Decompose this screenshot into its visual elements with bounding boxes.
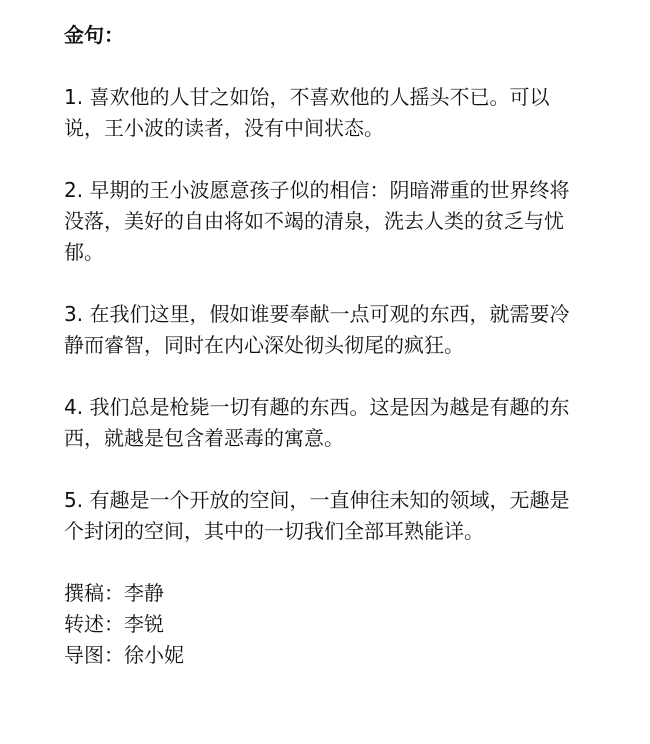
quote-item-4: 4. 我们总是枪毙一切有趣的东西。这是因为越是有趣的东西，就越是包含着恶毒的寓意。	[64, 395, 570, 450]
quote-item-3: 3. 在我们这里，假如谁要奉献一点可观的东西，就需要冷静而睿智，同时在内心深处彻头彻尾的疯狂。	[64, 302, 570, 357]
document-body	[64, 20, 584, 671]
credit-writer: 撰稿：李静	[64, 581, 164, 605]
quote-item-5: 5. 有趣是一个开放的空间，一直伸往未知的领域，无趣是个封闭的空间，其中的一切我们全部耳熟能详。	[64, 488, 570, 543]
section-heading: 金句：	[64, 23, 124, 47]
credit-narrator: 转述：李锐	[64, 612, 164, 636]
quote-item-1: 1. 喜欢他的人甘之如饴，不喜欢他的人摇头不已。可以说，王小波的读者，没有中间状态。	[64, 85, 550, 140]
credit-mindmap: 导图：徐小妮	[64, 643, 184, 667]
quote-item-2: 2. 早期的王小波愿意孩子似的相信：阴暗滞重的世界终将没落，美好的自由将如不竭的清泉，洗去人类的贫乏与忧郁。	[64, 178, 570, 264]
credits-block	[64, 578, 584, 671]
